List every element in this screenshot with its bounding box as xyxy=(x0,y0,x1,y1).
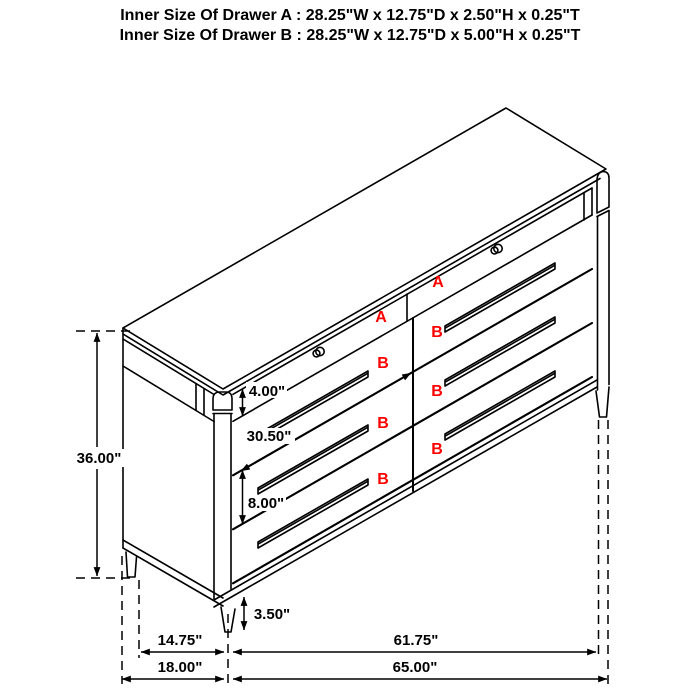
drawer-b-label-left-2: B xyxy=(377,415,389,432)
front-right-leg xyxy=(596,387,609,417)
dresser-side-bottom-rail xyxy=(123,540,223,606)
dim-label-leg-spacing-depth: 14.75" xyxy=(157,632,203,649)
dimension-annotations xyxy=(76,331,608,684)
dim-label-leg-height: 3.50" xyxy=(253,606,291,623)
drawer-a-label-right: A xyxy=(432,274,444,291)
dim-label-drawer-width: 30.50" xyxy=(246,428,292,445)
title-line-drawer-b: Inner Size Of Drawer B : 28.25"W x 12.75"D x 5.00"H x 0.25"T xyxy=(119,27,581,44)
dim-label-leg-spacing-width: 61.75" xyxy=(393,632,439,649)
drawer-a-knob-left xyxy=(313,347,324,357)
drawer-a-label-left: A xyxy=(375,309,387,326)
front-left-post xyxy=(213,392,232,599)
front-right-post xyxy=(597,172,609,391)
dresser-cabinet xyxy=(123,108,609,632)
dim-label-overall-height: 36.00" xyxy=(76,450,122,467)
drawer-b-label-left-1: B xyxy=(377,355,389,372)
drawer-b-label-right-2: B xyxy=(431,383,443,400)
dim-label-overall-depth: 18.00" xyxy=(157,659,203,676)
drawer-b-label-right-3: B xyxy=(431,441,443,458)
dresser-bottom-rail xyxy=(214,380,597,607)
dim-label-overall-width: 65.00" xyxy=(392,659,438,676)
dim-label-drawer-a-front: 4.00" xyxy=(248,383,286,400)
drawer-b-label-left-3: B xyxy=(377,471,389,488)
title-line-drawer-a: Inner Size Of Drawer A : 28.25"W x 12.75"D x 2.50"H x 0.25"T xyxy=(120,7,580,24)
dim-label-drawer-b-front: 8.00" xyxy=(247,495,285,512)
page-title xyxy=(0,6,700,46)
drawer-b-label-right-1: B xyxy=(431,324,443,341)
extension-lines xyxy=(76,331,608,684)
